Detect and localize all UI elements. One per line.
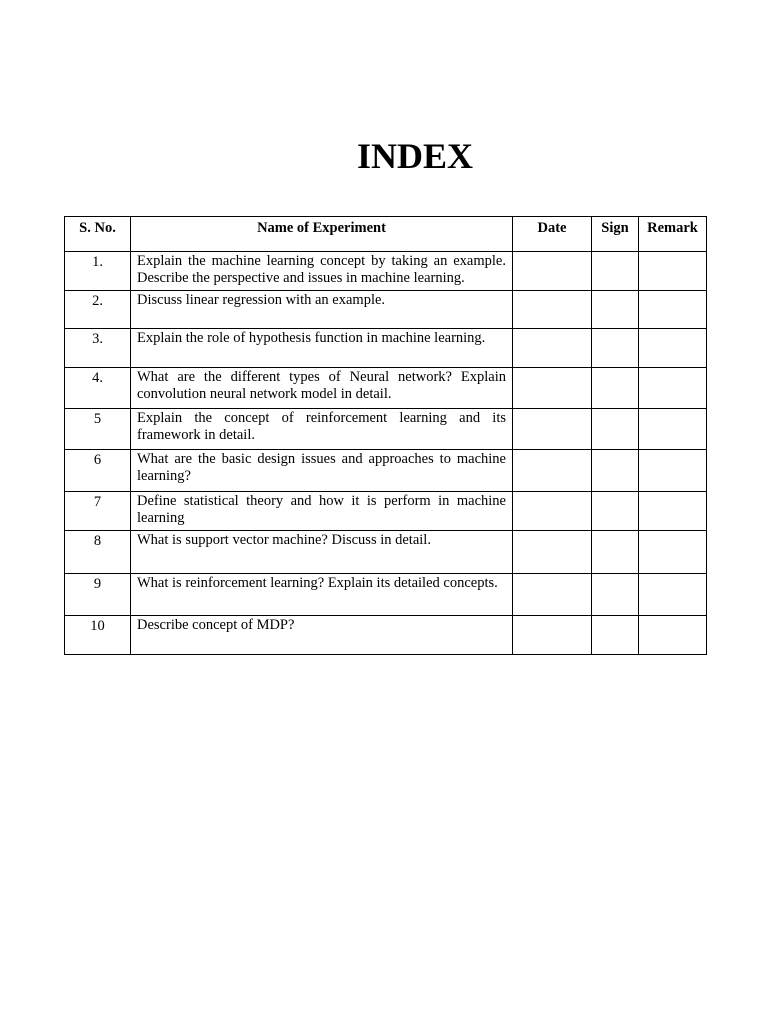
cell-sign — [592, 252, 639, 291]
cell-experiment: Describe concept of MDP? — [131, 616, 513, 655]
cell-sign — [592, 616, 639, 655]
cell-sno: 8 — [65, 531, 131, 574]
cell-sno: 4. — [65, 368, 131, 409]
cell-date — [513, 574, 592, 616]
cell-sno: 7 — [65, 492, 131, 531]
cell-date — [513, 450, 592, 492]
cell-remark — [639, 368, 707, 409]
table-row — [65, 409, 707, 450]
cell-experiment: Define statistical theory and how it is perform in machine learning — [131, 492, 513, 531]
cell-sign — [592, 291, 639, 329]
cell-date — [513, 409, 592, 450]
cell-sno: 5 — [65, 409, 131, 450]
cell-date — [513, 616, 592, 655]
table-row — [65, 492, 707, 531]
table-header-row — [65, 217, 707, 252]
cell-remark — [639, 329, 707, 368]
table-row — [65, 329, 707, 368]
cell-sign — [592, 450, 639, 492]
table-row — [65, 616, 707, 655]
cell-date — [513, 291, 592, 329]
cell-experiment: What are the basic design issues and approaches to machine learning? — [131, 450, 513, 492]
cell-date — [513, 252, 592, 291]
cell-experiment: What are the different types of Neural network? Explain convolution neural network model in detail. — [131, 368, 513, 409]
cell-remark — [639, 616, 707, 655]
cell-experiment: What is support vector machine? Discuss in detail. — [131, 531, 513, 574]
cell-experiment: Explain the machine learning concept by taking an example. Describe the perspective and issues in machine learning. — [131, 252, 513, 291]
cell-date — [513, 368, 592, 409]
header-remark: Remark — [639, 217, 707, 252]
cell-experiment: Explain the concept of reinforcement learning and its framework in detail. — [131, 409, 513, 450]
cell-sno: 3. — [65, 329, 131, 368]
cell-sign — [592, 409, 639, 450]
cell-sign — [592, 368, 639, 409]
header-sign: Sign — [592, 217, 639, 252]
cell-remark — [639, 574, 707, 616]
cell-sno: 9 — [65, 574, 131, 616]
header-date: Date — [513, 217, 592, 252]
cell-remark — [639, 450, 707, 492]
cell-remark — [639, 492, 707, 531]
header-experiment: Name of Experiment — [131, 217, 513, 252]
cell-sno: 10 — [65, 616, 131, 655]
table-row — [65, 291, 707, 329]
header-sno: S. No. — [65, 217, 131, 252]
cell-remark — [639, 531, 707, 574]
index-table — [64, 216, 707, 655]
table-row — [65, 450, 707, 492]
cell-date — [513, 329, 592, 368]
cell-sno: 1. — [65, 252, 131, 291]
table-row — [65, 531, 707, 574]
cell-remark — [639, 252, 707, 291]
cell-sign — [592, 492, 639, 531]
cell-sno: 2. — [65, 291, 131, 329]
cell-date — [513, 531, 592, 574]
cell-remark — [639, 409, 707, 450]
cell-sign — [592, 574, 639, 616]
table-row — [65, 252, 707, 291]
cell-experiment: Discuss linear regression with an example. — [131, 291, 513, 329]
cell-sign — [592, 329, 639, 368]
page-title: INDEX — [356, 136, 473, 176]
table-row — [65, 368, 707, 409]
cell-experiment: What is reinforcement learning? Explain its detailed concepts. — [131, 574, 513, 616]
cell-remark — [639, 291, 707, 329]
cell-sno: 6 — [65, 450, 131, 492]
cell-experiment: Explain the role of hypothesis function in machine learning. — [131, 329, 513, 368]
table-row — [65, 574, 707, 616]
cell-date — [513, 492, 592, 531]
cell-sign — [592, 531, 639, 574]
